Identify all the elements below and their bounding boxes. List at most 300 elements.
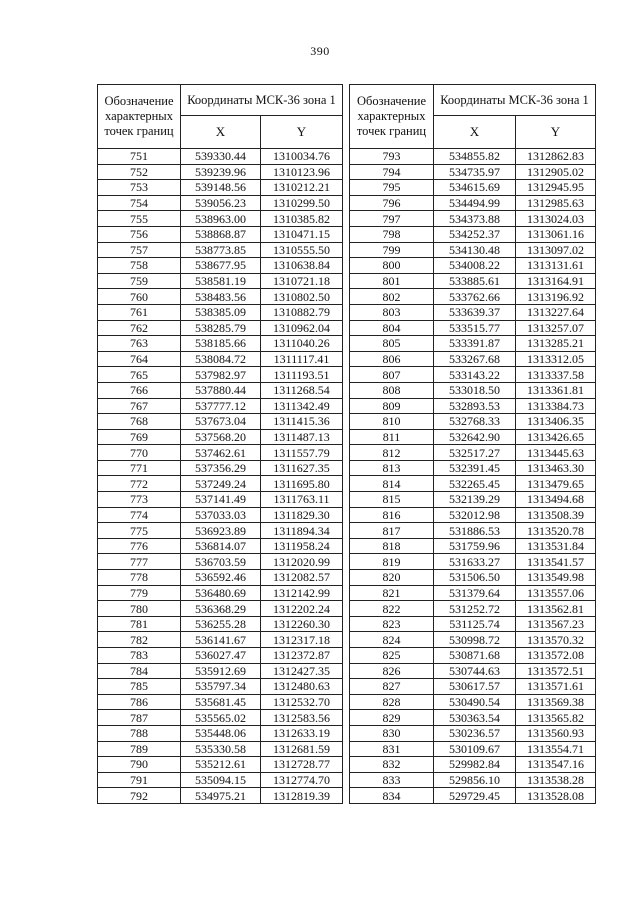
- table-row: [350, 663, 596, 679]
- table-row: [350, 226, 596, 242]
- y-coordinate-cell: 1312681.59: [261, 741, 343, 757]
- point-id-cell: 823: [350, 616, 434, 632]
- table-row: [350, 351, 596, 367]
- y-coordinate-cell: 1312082.57: [261, 570, 343, 586]
- x-coordinate-cell: 539239.96: [181, 164, 261, 180]
- point-id-cell: 814: [350, 476, 434, 492]
- point-id-cell: 825: [350, 648, 434, 664]
- table-row: [98, 367, 343, 383]
- y-coordinate-cell: 1311268.54: [261, 382, 343, 398]
- x-coordinate-cell: 538185.66: [181, 336, 261, 352]
- y-coordinate-cell: 1310555.50: [261, 242, 343, 258]
- x-coordinate-cell: 532893.53: [434, 398, 516, 414]
- point-id-cell: 766: [98, 382, 181, 398]
- y-coordinate-cell: 1313562.81: [516, 601, 596, 617]
- y-coordinate-cell: 1313131.61: [516, 258, 596, 274]
- x-coordinate-cell: 535094.15: [181, 772, 261, 788]
- point-id-cell: 761: [98, 304, 181, 320]
- x-coordinate-cell: 533391.87: [434, 336, 516, 352]
- y-coordinate-cell: 1312583.56: [261, 710, 343, 726]
- y-coordinate-cell: 1311557.79: [261, 445, 343, 461]
- y-coordinate-cell: 1313508.39: [516, 507, 596, 523]
- x-coordinate-cell: 531506.50: [434, 570, 516, 586]
- point-id-cell: 776: [98, 538, 181, 554]
- y-coordinate-cell: 1310385.82: [261, 211, 343, 227]
- y-coordinate-cell: 1313426.65: [516, 429, 596, 445]
- table-row: [98, 211, 343, 227]
- point-id-cell: 824: [350, 632, 434, 648]
- table-row: [98, 679, 343, 695]
- y-coordinate-cell: 1311695.80: [261, 476, 343, 492]
- y-coordinate-cell: 1312945.95: [516, 180, 596, 196]
- point-id-cell: 831: [350, 741, 434, 757]
- y-coordinate-cell: 1311958.24: [261, 538, 343, 554]
- point-id-cell: 777: [98, 554, 181, 570]
- y-coordinate-cell: 1310638.84: [261, 258, 343, 274]
- point-id-cell: 815: [350, 492, 434, 508]
- x-coordinate-cell: 535212.61: [181, 757, 261, 773]
- x-coordinate-cell: 536814.07: [181, 538, 261, 554]
- table-row: [350, 554, 596, 570]
- point-id-cell: 782: [98, 632, 181, 648]
- table-row: [350, 211, 596, 227]
- x-coordinate-cell: 531125.74: [434, 616, 516, 632]
- point-id-cell: 783: [98, 648, 181, 664]
- x-coordinate-cell: 533143.22: [434, 367, 516, 383]
- x-coordinate-cell: 537356.29: [181, 460, 261, 476]
- table-row: [98, 180, 343, 196]
- y-coordinate-cell: 1313445.63: [516, 445, 596, 461]
- x-coordinate-cell: 530617.57: [434, 679, 516, 695]
- point-id-cell: 787: [98, 710, 181, 726]
- table-row: [98, 492, 343, 508]
- y-coordinate-cell: 1312317.18: [261, 632, 343, 648]
- y-coordinate-cell: 1312985.63: [516, 195, 596, 211]
- y-coordinate-cell: 1313024.03: [516, 211, 596, 227]
- x-coordinate-cell: 535330.58: [181, 741, 261, 757]
- header-x: X: [434, 116, 516, 149]
- x-coordinate-cell: 538581.19: [181, 273, 261, 289]
- point-id-cell: 762: [98, 320, 181, 336]
- table-body-right: [350, 149, 596, 804]
- y-coordinate-cell: 1312905.02: [516, 164, 596, 180]
- point-id-cell: 818: [350, 538, 434, 554]
- y-coordinate-cell: 1313531.84: [516, 538, 596, 554]
- x-coordinate-cell: 536592.46: [181, 570, 261, 586]
- x-coordinate-cell: 530490.54: [434, 694, 516, 710]
- x-coordinate-cell: 534494.99: [434, 195, 516, 211]
- x-coordinate-cell: 538868.87: [181, 226, 261, 242]
- y-coordinate-cell: 1313565.82: [516, 710, 596, 726]
- point-id-cell: 799: [350, 242, 434, 258]
- table-row: [98, 398, 343, 414]
- y-coordinate-cell: 1310034.76: [261, 149, 343, 165]
- point-id-cell: 796: [350, 195, 434, 211]
- x-coordinate-cell: 534855.82: [434, 149, 516, 165]
- table-row: [350, 601, 596, 617]
- y-coordinate-cell: 1313196.92: [516, 289, 596, 305]
- y-coordinate-cell: 1311415.36: [261, 414, 343, 430]
- table-row: [350, 336, 596, 352]
- y-coordinate-cell: 1313554.71: [516, 741, 596, 757]
- x-coordinate-cell: 538677.95: [181, 258, 261, 274]
- point-id-cell: 802: [350, 289, 434, 305]
- table-row: [98, 460, 343, 476]
- table-row: [350, 180, 596, 196]
- x-coordinate-cell: 538483.56: [181, 289, 261, 305]
- x-coordinate-cell: 531379.64: [434, 585, 516, 601]
- table-row: [350, 289, 596, 305]
- y-coordinate-cell: 1311487.13: [261, 429, 343, 445]
- y-coordinate-cell: 1313479.65: [516, 476, 596, 492]
- y-coordinate-cell: 1311894.34: [261, 523, 343, 539]
- table-row: [98, 507, 343, 523]
- point-id-cell: 800: [350, 258, 434, 274]
- table-row: [98, 195, 343, 211]
- point-id-cell: 819: [350, 554, 434, 570]
- table-row: [350, 538, 596, 554]
- table-row: [350, 445, 596, 461]
- point-id-cell: 774: [98, 507, 181, 523]
- x-coordinate-cell: 533515.77: [434, 320, 516, 336]
- x-coordinate-cell: 537673.04: [181, 414, 261, 430]
- y-coordinate-cell: 1313541.57: [516, 554, 596, 570]
- y-coordinate-cell: 1311763.11: [261, 492, 343, 508]
- point-id-cell: 820: [350, 570, 434, 586]
- header-coordinates-title: Координаты МСК-36 зона 1: [181, 85, 343, 116]
- header-point-designation: Обозначение характерных точек границ: [350, 85, 434, 149]
- point-id-cell: 759: [98, 273, 181, 289]
- table-row: [98, 242, 343, 258]
- point-id-cell: 791: [98, 772, 181, 788]
- y-coordinate-cell: 1313560.93: [516, 725, 596, 741]
- y-coordinate-cell: 1312427.35: [261, 663, 343, 679]
- x-coordinate-cell: 536255.28: [181, 616, 261, 632]
- y-coordinate-cell: 1313164.91: [516, 273, 596, 289]
- point-id-cell: 817: [350, 523, 434, 539]
- table-row: [98, 741, 343, 757]
- x-coordinate-cell: 536027.47: [181, 648, 261, 664]
- point-id-cell: 806: [350, 351, 434, 367]
- y-coordinate-cell: 1312774.70: [261, 772, 343, 788]
- y-coordinate-cell: 1311040.26: [261, 336, 343, 352]
- y-coordinate-cell: 1313549.98: [516, 570, 596, 586]
- table-row: [98, 663, 343, 679]
- x-coordinate-cell: 530236.57: [434, 725, 516, 741]
- table-row: [98, 445, 343, 461]
- table-row: [350, 492, 596, 508]
- y-coordinate-cell: 1311627.35: [261, 460, 343, 476]
- table-row: [98, 523, 343, 539]
- x-coordinate-cell: 532265.45: [434, 476, 516, 492]
- x-coordinate-cell: 530744.63: [434, 663, 516, 679]
- point-id-cell: 752: [98, 164, 181, 180]
- point-id-cell: 809: [350, 398, 434, 414]
- table-body-left: [98, 149, 343, 804]
- table-row: [350, 694, 596, 710]
- y-coordinate-cell: 1313571.61: [516, 679, 596, 695]
- x-coordinate-cell: 535912.69: [181, 663, 261, 679]
- point-id-cell: 811: [350, 429, 434, 445]
- x-coordinate-cell: 533762.66: [434, 289, 516, 305]
- y-coordinate-cell: 1313227.64: [516, 304, 596, 320]
- y-coordinate-cell: 1311342.49: [261, 398, 343, 414]
- point-id-cell: 767: [98, 398, 181, 414]
- x-coordinate-cell: 532391.45: [434, 460, 516, 476]
- table-row: [350, 710, 596, 726]
- x-coordinate-cell: 532768.33: [434, 414, 516, 430]
- x-coordinate-cell: 529856.10: [434, 772, 516, 788]
- x-coordinate-cell: 534735.97: [434, 164, 516, 180]
- point-id-cell: 790: [98, 757, 181, 773]
- point-id-cell: 797: [350, 211, 434, 227]
- point-id-cell: 764: [98, 351, 181, 367]
- x-coordinate-cell: 529982.84: [434, 757, 516, 773]
- table-row: [98, 788, 343, 804]
- y-coordinate-cell: 1310802.50: [261, 289, 343, 305]
- table-row: [98, 725, 343, 741]
- x-coordinate-cell: 536368.29: [181, 601, 261, 617]
- table-row: [350, 304, 596, 320]
- x-coordinate-cell: 539148.56: [181, 180, 261, 196]
- y-coordinate-cell: 1311829.30: [261, 507, 343, 523]
- y-coordinate-cell: 1312862.83: [516, 149, 596, 165]
- header-x: X: [181, 116, 261, 149]
- table-row: [350, 164, 596, 180]
- y-coordinate-cell: 1313557.06: [516, 585, 596, 601]
- x-coordinate-cell: 534130.48: [434, 242, 516, 258]
- point-id-cell: 794: [350, 164, 434, 180]
- table-row: [350, 398, 596, 414]
- x-coordinate-cell: 537777.12: [181, 398, 261, 414]
- table-row: [98, 414, 343, 430]
- table-row: [350, 273, 596, 289]
- point-id-cell: 827: [350, 679, 434, 695]
- point-id-cell: 784: [98, 663, 181, 679]
- y-coordinate-cell: 1312532.70: [261, 694, 343, 710]
- point-id-cell: 808: [350, 382, 434, 398]
- table-row: [98, 289, 343, 305]
- table-row: [98, 538, 343, 554]
- x-coordinate-cell: 531759.96: [434, 538, 516, 554]
- x-coordinate-cell: 536141.67: [181, 632, 261, 648]
- point-id-cell: 798: [350, 226, 434, 242]
- y-coordinate-cell: 1313528.08: [516, 788, 596, 804]
- table-row: [98, 694, 343, 710]
- x-coordinate-cell: 538285.79: [181, 320, 261, 336]
- x-coordinate-cell: 534008.22: [434, 258, 516, 274]
- point-id-cell: 826: [350, 663, 434, 679]
- point-id-cell: 832: [350, 757, 434, 773]
- point-id-cell: 760: [98, 289, 181, 305]
- table-row: [350, 632, 596, 648]
- point-id-cell: 781: [98, 616, 181, 632]
- point-id-cell: 830: [350, 725, 434, 741]
- y-coordinate-cell: 1313285.21: [516, 336, 596, 352]
- y-coordinate-cell: 1312633.19: [261, 725, 343, 741]
- x-coordinate-cell: 533018.50: [434, 382, 516, 398]
- table-row: [98, 570, 343, 586]
- x-coordinate-cell: 537033.03: [181, 507, 261, 523]
- coordinates-table-left: [97, 84, 343, 804]
- point-id-cell: 763: [98, 336, 181, 352]
- x-coordinate-cell: 538773.85: [181, 242, 261, 258]
- table-row: [350, 476, 596, 492]
- x-coordinate-cell: 530109.67: [434, 741, 516, 757]
- table-row: [98, 382, 343, 398]
- x-coordinate-cell: 537249.24: [181, 476, 261, 492]
- x-coordinate-cell: 530871.68: [434, 648, 516, 664]
- point-id-cell: 779: [98, 585, 181, 601]
- table-row: [98, 320, 343, 336]
- x-coordinate-cell: 537880.44: [181, 382, 261, 398]
- x-coordinate-cell: 531633.27: [434, 554, 516, 570]
- table-row: [98, 554, 343, 570]
- table-row: [98, 164, 343, 180]
- x-coordinate-cell: 537568.20: [181, 429, 261, 445]
- y-coordinate-cell: 1312819.39: [261, 788, 343, 804]
- point-id-cell: 789: [98, 741, 181, 757]
- table-row: [98, 710, 343, 726]
- x-coordinate-cell: 536703.59: [181, 554, 261, 570]
- page-number: 390: [310, 44, 330, 58]
- point-id-cell: 751: [98, 149, 181, 165]
- table-row: [350, 367, 596, 383]
- table-row: [98, 351, 343, 367]
- y-coordinate-cell: 1313547.16: [516, 757, 596, 773]
- table-row: [350, 195, 596, 211]
- y-coordinate-cell: 1311193.51: [261, 367, 343, 383]
- x-coordinate-cell: 537141.49: [181, 492, 261, 508]
- y-coordinate-cell: 1310123.96: [261, 164, 343, 180]
- table-row: [350, 382, 596, 398]
- y-coordinate-cell: 1313384.73: [516, 398, 596, 414]
- header-y: Y: [261, 116, 343, 149]
- x-coordinate-cell: 536480.69: [181, 585, 261, 601]
- table-row: [350, 320, 596, 336]
- x-coordinate-cell: 536923.89: [181, 523, 261, 539]
- point-id-cell: 772: [98, 476, 181, 492]
- x-coordinate-cell: 538385.09: [181, 304, 261, 320]
- y-coordinate-cell: 1313463.30: [516, 460, 596, 476]
- point-id-cell: 805: [350, 336, 434, 352]
- header-y: Y: [516, 116, 596, 149]
- x-coordinate-cell: 534615.69: [434, 180, 516, 196]
- point-id-cell: 828: [350, 694, 434, 710]
- table-row: [350, 757, 596, 773]
- table-row: [350, 242, 596, 258]
- point-id-cell: 773: [98, 492, 181, 508]
- y-coordinate-cell: 1313538.28: [516, 772, 596, 788]
- x-coordinate-cell: 530998.72: [434, 632, 516, 648]
- y-coordinate-cell: 1312260.30: [261, 616, 343, 632]
- y-coordinate-cell: 1313572.08: [516, 648, 596, 664]
- table-row: [350, 679, 596, 695]
- x-coordinate-cell: 534252.37: [434, 226, 516, 242]
- y-coordinate-cell: 1313569.38: [516, 694, 596, 710]
- point-id-cell: 770: [98, 445, 181, 461]
- x-coordinate-cell: 537982.97: [181, 367, 261, 383]
- y-coordinate-cell: 1310471.15: [261, 226, 343, 242]
- point-id-cell: 788: [98, 725, 181, 741]
- point-id-cell: 785: [98, 679, 181, 695]
- y-coordinate-cell: 1310299.50: [261, 195, 343, 211]
- table-row: [350, 725, 596, 741]
- y-coordinate-cell: 1313361.81: [516, 382, 596, 398]
- table-row: [98, 304, 343, 320]
- x-coordinate-cell: 539056.23: [181, 195, 261, 211]
- x-coordinate-cell: 533885.61: [434, 273, 516, 289]
- table-row: [350, 585, 596, 601]
- table-row: [350, 741, 596, 757]
- point-id-cell: 780: [98, 601, 181, 617]
- point-id-cell: 810: [350, 414, 434, 430]
- header-point-designation: Обозначение характерных точек границ: [98, 85, 181, 149]
- x-coordinate-cell: 535565.02: [181, 710, 261, 726]
- y-coordinate-cell: 1312202.24: [261, 601, 343, 617]
- point-id-cell: 793: [350, 149, 434, 165]
- table-row: [98, 772, 343, 788]
- table-row: [350, 616, 596, 632]
- x-coordinate-cell: 534975.21: [181, 788, 261, 804]
- point-id-cell: 834: [350, 788, 434, 804]
- x-coordinate-cell: 531886.53: [434, 523, 516, 539]
- y-coordinate-cell: 1310882.79: [261, 304, 343, 320]
- point-id-cell: 807: [350, 367, 434, 383]
- y-coordinate-cell: 1313494.68: [516, 492, 596, 508]
- x-coordinate-cell: 538963.00: [181, 211, 261, 227]
- point-id-cell: 758: [98, 258, 181, 274]
- table-row: [98, 226, 343, 242]
- point-id-cell: 803: [350, 304, 434, 320]
- point-id-cell: 768: [98, 414, 181, 430]
- point-id-cell: 757: [98, 242, 181, 258]
- point-id-cell: 754: [98, 195, 181, 211]
- point-id-cell: 756: [98, 226, 181, 242]
- x-coordinate-cell: 539330.44: [181, 149, 261, 165]
- point-id-cell: 821: [350, 585, 434, 601]
- table-row: [350, 429, 596, 445]
- point-id-cell: 753: [98, 180, 181, 196]
- point-id-cell: 755: [98, 211, 181, 227]
- point-id-cell: 765: [98, 367, 181, 383]
- point-id-cell: 829: [350, 710, 434, 726]
- table-row: [350, 414, 596, 430]
- y-coordinate-cell: 1313572.51: [516, 663, 596, 679]
- table-row: [350, 460, 596, 476]
- y-coordinate-cell: 1313312.05: [516, 351, 596, 367]
- point-id-cell: 804: [350, 320, 434, 336]
- x-coordinate-cell: 532139.29: [434, 492, 516, 508]
- y-coordinate-cell: 1313570.32: [516, 632, 596, 648]
- point-id-cell: 822: [350, 601, 434, 617]
- point-id-cell: 775: [98, 523, 181, 539]
- table-row: [98, 273, 343, 289]
- point-id-cell: 795: [350, 180, 434, 196]
- x-coordinate-cell: 534373.88: [434, 211, 516, 227]
- x-coordinate-cell: 537462.61: [181, 445, 261, 461]
- y-coordinate-cell: 1310721.18: [261, 273, 343, 289]
- y-coordinate-cell: 1313097.02: [516, 242, 596, 258]
- x-coordinate-cell: 532517.27: [434, 445, 516, 461]
- point-id-cell: 786: [98, 694, 181, 710]
- table-row: [98, 632, 343, 648]
- table-row: [350, 258, 596, 274]
- x-coordinate-cell: 532012.98: [434, 507, 516, 523]
- point-id-cell: 816: [350, 507, 434, 523]
- table-row: [98, 429, 343, 445]
- y-coordinate-cell: 1313257.07: [516, 320, 596, 336]
